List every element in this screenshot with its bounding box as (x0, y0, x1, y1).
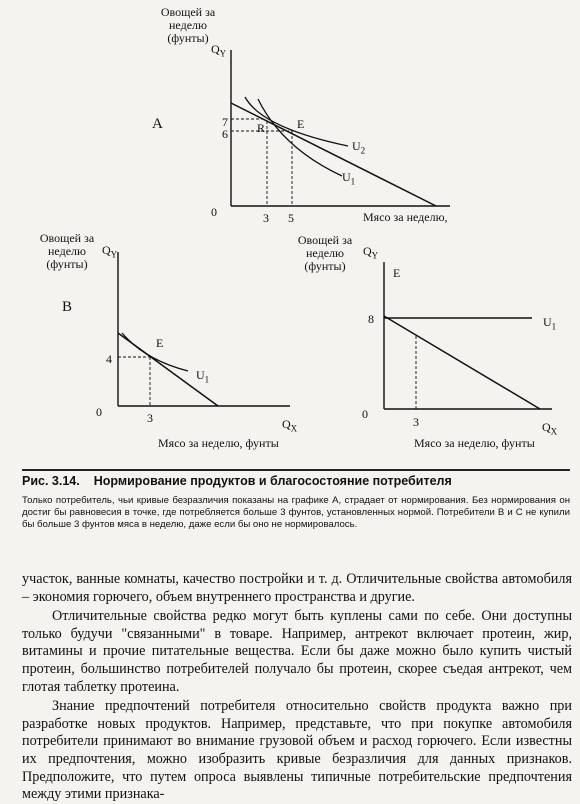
panel-b-origin: 0 (96, 405, 102, 419)
panel-a-x-tick-5: 5 (288, 211, 294, 225)
panel-b-x-tick-3: 3 (147, 411, 153, 425)
panel-c-point-e: E (393, 266, 401, 280)
panel-b-letter: B (62, 299, 73, 315)
panel-c-y-tick-8: 8 (368, 312, 374, 326)
panel-b-y-title: Овощей за неделю (фунты) (39, 231, 95, 271)
figure-note: Только потребитель, чьи кривые безразличия показаны на графике A, страдает от нормирования. Без нормирования он достиг бы равновесия в точке, где потребляется больше 3 фунтов, установленных нормой. Потребители B и C не купили бы больше 3 фунтов мяса в неделю, даже если бы оно не нормировалось. (22, 495, 570, 530)
panel-b-graph (118, 252, 290, 406)
panel-a-origin: 0 (211, 205, 217, 219)
panel-a-letter: A (152, 116, 163, 132)
panel-b-point-e: E (156, 336, 164, 350)
panel-c-y-axis-label: $Q_Y$ (363, 244, 379, 261)
panel-a-y-title: Овощей за неделю (фунты) (160, 5, 216, 45)
panel-a-x-title: Мясо за неделю, (363, 210, 448, 224)
panel-a-y-tick-6: 6 (222, 127, 228, 141)
body-paragraph: Отличительные свойства редко могут быть куплены сами по себе. Они доступны только будучи "связанными" в товаре. Например, антрекот включает протеин, жир, витамины и прочие питательные вещества. Если бы даже можно было купить чистый протеин, большинство потребителей получало бы протеин, скорее съедая антрекот, чем глотая таблетку протеина. (22, 608, 572, 695)
panel-c-x-title: Мясо за неделю, фунты (414, 436, 535, 450)
panel-b-x-title: Мясо за неделю, фунты (158, 436, 279, 450)
panel-c-origin: 0 (362, 407, 368, 421)
panel-a-point-e: E (297, 117, 305, 131)
body-text (22, 571, 572, 804)
panel-c-x-axis-label: $Q_X$ (542, 420, 558, 437)
panel-b-y-tick-4: 4 (106, 352, 112, 366)
panel-a-y-axis-label: $Q_Y$ (211, 42, 227, 59)
panel-c-curve-u1: $U_1$ (543, 315, 557, 332)
caption-rule (22, 469, 570, 471)
panel-b-curve-u1 (122, 333, 188, 371)
figure-title: Нормирование продуктов и благосостояние потребителя (93, 474, 452, 488)
panel-a-y-tick-7: 7 (222, 115, 228, 129)
panel-b-curve-u1: $U_1$ (196, 368, 210, 385)
panel-a-budget-line (231, 103, 436, 206)
panel-a-curve-u2: $U_2$ (352, 139, 366, 156)
panel-c-x-tick-3: 3 (413, 415, 419, 429)
body-paragraph: Знание предпочтений потребителя относительно свойств продукта важно при разработке новых продуктов. Например, представьте, что при покупке автомобиля потребители принимают во внимание грузовой объем и расход горючего. Если известны их предпочтения, можно изобразить кривые безразличия для данных признаков. Предположите, что путем опроса выявлены типичные потребительские предпочтения между этими признака- (22, 698, 572, 803)
panel-a-point-r: R (257, 121, 266, 135)
figure-number: Рис. 3.14. (22, 474, 80, 488)
panel-b-y-axis-label: $Q_Y$ (102, 243, 118, 260)
panel-a-x-tick-3: 3 (263, 211, 269, 225)
panel-a-curve-u1: $U_1$ (342, 170, 356, 187)
panel-c-budget-line (384, 316, 540, 409)
panel-c-y-title: Овощей за неделю (фунты) (297, 233, 353, 273)
panel-a-graph (231, 50, 450, 206)
body-paragraph: участок, ванные комнаты, качество постройки и т. д. Отличительные свойства автомобиля – экономия горючего, объем внутреннего пространства и другие. (22, 571, 572, 605)
panel-b-x-axis-label: $Q_X$ (282, 417, 298, 434)
figure-caption (22, 474, 452, 488)
panel-c-graph (384, 262, 552, 409)
